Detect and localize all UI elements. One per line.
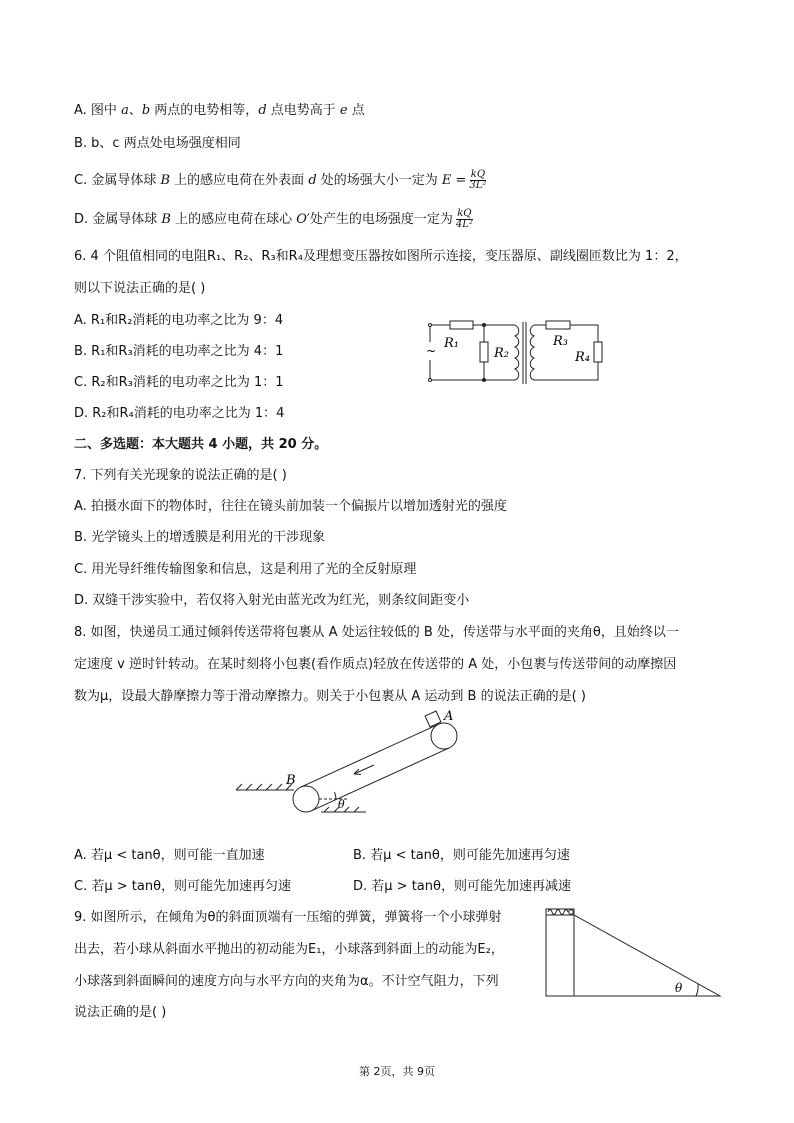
q7-stem: 7. 下列有关光现象的说法正确的是( ): [74, 468, 287, 483]
q5-option-d: D. 金属导体球 B 上的感应电荷在球心 O′处产生的电场强度一定为 $\frac{kQ}{\text{4L²}}$: [74, 208, 473, 230]
q9-stem-line1: 9. 如图所示，在倾角为θ的斜面顶端有一压缩的弹簧，弹簧将一个小球弹射: [74, 910, 502, 925]
belt-direction-arrow: [354, 765, 374, 774]
q8-stem-line1: 8. 如图，快递员工通过倾斜传送带将包裹从 A 处运往较低的 B 处，传送带与水平面的夹角θ，且始终以一: [74, 625, 679, 640]
ball: [569, 910, 574, 915]
resistor-r2: [480, 342, 488, 362]
q6-stem-line1: 6. 4 个阻值相同的电阻R₁、R₂、R₃和R₄及理想变压器按如图所示连接，变压器原、副线圈匝数比为 1：2，: [74, 249, 688, 264]
q7-option-a: A. 拍摄水面下的物体时，往往在镜头前加装一个偏振片以增加透射光的强度: [74, 499, 507, 514]
section-heading-multiple-choice: 二、多选题：本大题共 4 小题，共 20 分。: [74, 437, 328, 452]
ac-source-symbol: ~: [426, 344, 437, 358]
conveyor-belt: [301, 724, 450, 811]
q9-stem-line4: 说法正确的是( ): [74, 1005, 167, 1020]
incline-body: [546, 915, 720, 996]
label-r3: R₃: [553, 334, 568, 349]
q6-option-b: B. R₁和R₃消耗的电功率之比为 4：1: [74, 344, 284, 359]
upper-roller: [431, 723, 457, 749]
page-footer: 第 2页，共 9页: [359, 1065, 435, 1078]
q9-stem-line2: 出去，若小球从斜面水平抛出的初动能为E₁，小球落到斜面上的动能为E₂，: [74, 942, 504, 957]
label-theta: θ: [338, 798, 345, 811]
q6-stem-line2: 则以下说法正确的是( ): [74, 281, 206, 296]
lower-roller: [293, 786, 319, 812]
incline-spring-figure: [544, 906, 724, 998]
q8-option-a: A. 若μ < tanθ，则可能一直加速: [74, 848, 265, 863]
conveyor-belt-figure: [236, 706, 476, 816]
q5-option-b: B. b、c 两点处电场强度相同: [74, 136, 241, 151]
secondary-coil: [530, 325, 534, 380]
label-theta: θ: [675, 981, 683, 995]
transformer-circuit-diagram: [420, 316, 610, 388]
q5-option-c: C. 金属导体球 B 上的感应电荷在外表面 d 处的场强大小一定为 E = $\frac{kQ}{\text{3L²}}$: [74, 169, 487, 191]
transformer-core: [523, 322, 526, 384]
resistor-r4: [594, 342, 602, 362]
q8-option-b: B. 若μ < tanθ，则可能先加速再匀速: [353, 848, 570, 863]
label-r1: R₁: [444, 336, 459, 351]
q7-option-b: B. 光学镜头上的增透膜是利用光的干涉现象: [74, 530, 326, 545]
fraction-kq-3l2: $\frac{kQ}{\text{3L²}}$: [469, 169, 487, 191]
q7-option-d: D. 双缝干涉实验中，若仅将入射光由蓝光改为红光，则条纹间距变小: [74, 593, 470, 608]
q6-option-c: C. R₂和R₃消耗的电功率之比为 1：1: [74, 375, 284, 390]
resistor-r1: [450, 321, 473, 329]
label-r4: R₄: [575, 350, 590, 365]
q5-option-a: A. 图中 a、b 两点的电势相等，d 点电势高于 e 点: [74, 103, 365, 118]
resistor-r3: [546, 321, 570, 329]
q8-stem-line3: 数为μ，设最大静摩擦力等于滑动摩擦力。则关于小包裹从 A 运动到 B 的说法正确的是( ): [74, 689, 586, 704]
q8-option-d: D. 若μ > tanθ，则可能先加速再减速: [353, 879, 571, 894]
angle-arc: [335, 792, 337, 799]
q8-option-c: C. 若μ > tanθ，则可能先加速再匀速: [74, 879, 292, 894]
compressed-spring: [548, 910, 568, 915]
q8-stem-line2: 定速度 v 逆时针转动。在某时刻将小包裹(看作质点)轻放在传送带的 A 处，小包裹与传送带间的动摩擦因: [74, 657, 677, 672]
q6-option-a: A. R₁和R₂消耗的电功率之比为 9：4: [74, 313, 284, 328]
label-r2: R₂: [494, 346, 509, 361]
angle-arc: [696, 984, 698, 996]
fraction-kq-4l2: $\frac{kQ}{\text{4L²}}$: [455, 208, 473, 230]
label-b: B: [286, 773, 296, 788]
q6-option-d: D. R₂和R₄消耗的电功率之比为 1：4: [74, 406, 285, 421]
q9-stem-line3: 小球落到斜面瞬间的速度方向与水平方向的夹角为α。不计空气阻力，下列: [74, 974, 499, 989]
primary-coil: [515, 325, 519, 380]
q7-option-c: C. 用光导纤维传输图象和信息，这是利用了光的全反射原理: [74, 562, 417, 577]
label-a: A: [444, 709, 454, 724]
